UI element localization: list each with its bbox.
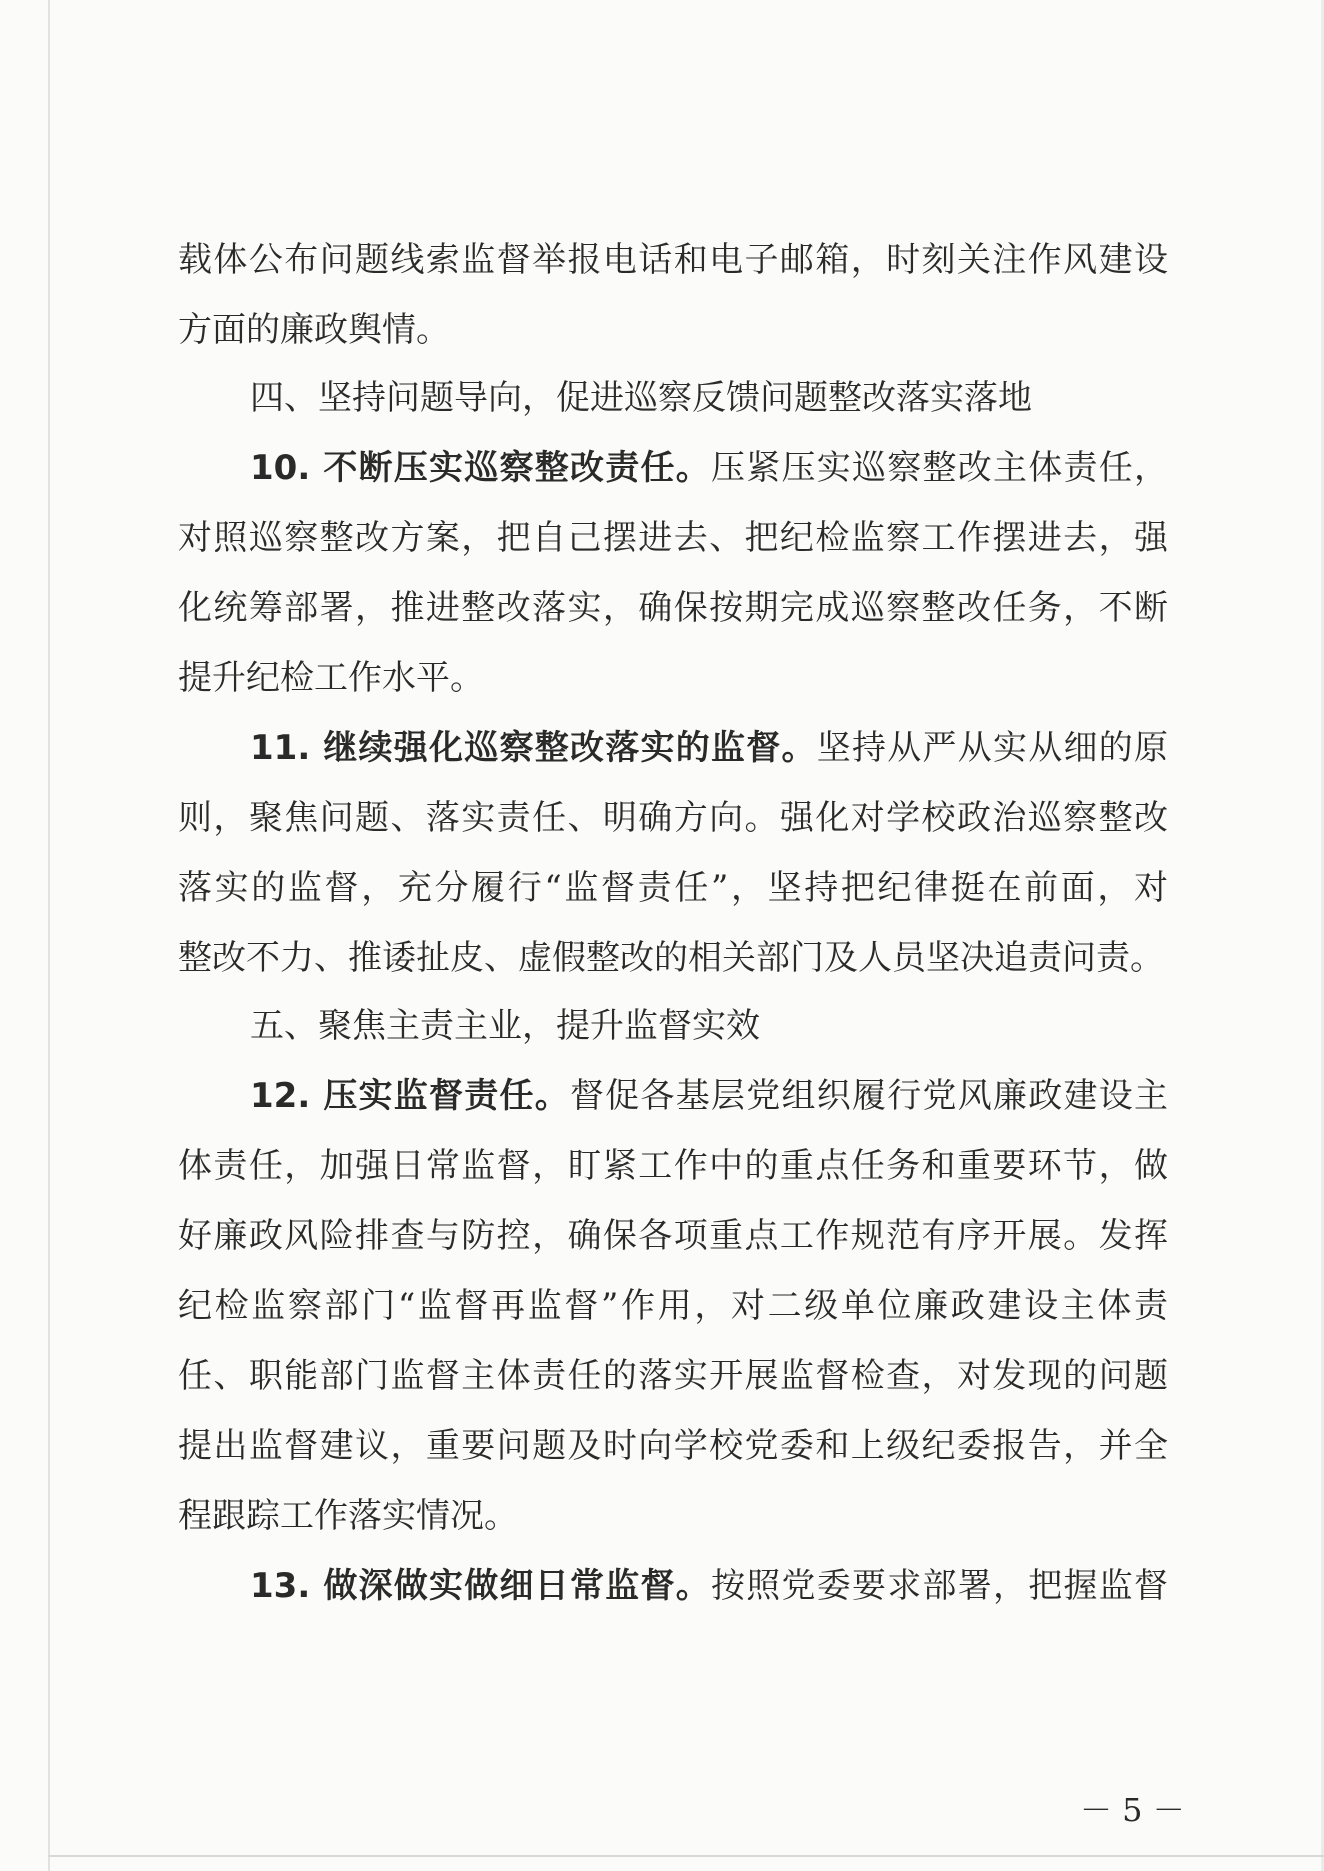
body-line: 载体公布问题线索监督举报电话和电子邮箱，时刻关注作风建设: [178, 240, 1168, 280]
item-10-title: 10. 不断压实巡察整改责任。: [250, 448, 712, 488]
body-line: 方面的廉政舆情。: [178, 310, 450, 350]
scan-edge-bottom: [48, 1855, 1324, 1857]
scan-edge-left: [48, 0, 50, 1871]
body-line: 化统筹部署，推进整改落实，确保按期完成巡察整改任务，不断: [178, 588, 1168, 628]
body-line: 提出监督建议，重要问题及时向学校党委和上级纪委报告，并全: [178, 1426, 1168, 1466]
body-line: 整改不力、推诿扯皮、虚假整改的相关部门及人员坚决追责问责。: [178, 938, 1164, 978]
body-line: 纪检监察部门“监督再监督”作用，对二级单位廉政建设主体责: [178, 1286, 1168, 1326]
body-line: 提升纪检工作水平。: [178, 658, 484, 698]
body-line: 好廉政风险排查与防控，确保各项重点工作规范有序开展。发挥: [178, 1216, 1168, 1256]
page-number: － 5 －: [1080, 1791, 1185, 1829]
item-12-first-line: 12. 压实监督责任。督促各基层党组织履行党风廉政建设主: [250, 1076, 1168, 1116]
item-11-title: 11. 继续强化巡察整改落实的监督。: [250, 728, 817, 768]
body-line: 任、职能部门监督主体责任的落实开展监督检查，对发现的问题: [178, 1356, 1168, 1396]
item-13-first-line: 13. 做深做实做细日常监督。按照党委要求部署，把握监督: [250, 1566, 1168, 1606]
item-11-first-line: 11. 继续强化巡察整改落实的监督。坚持从严从实从细的原: [250, 728, 1168, 768]
body-line: 则，聚焦问题、落实责任、明确方向。强化对学校政治巡察整改: [178, 798, 1168, 838]
item-12-title: 12. 压实监督责任。: [250, 1076, 571, 1116]
body-line: 程跟踪工作落实情况。: [178, 1496, 518, 1536]
item-13-title: 13. 做深做实做细日常监督。: [250, 1566, 712, 1606]
body-line: 落实的监督，充分履行“监督责任”，坚持把纪律挺在前面，对: [178, 868, 1168, 908]
body-line: 体责任，加强日常监督，盯紧工作中的重点任务和重要环节，做: [178, 1146, 1168, 1186]
item-10-first-line: 10. 不断压实巡察整改责任。压紧压实巡察整改主体责任，: [250, 448, 1168, 488]
section-heading-5: 五、聚焦主责主业，提升监督实效: [250, 1006, 760, 1046]
body-line: 对照巡察整改方案，把自己摆进去、把纪检监察工作摆进去，强: [178, 518, 1168, 558]
section-heading-4: 四、坚持问题导向，促进巡察反馈问题整改落实落地: [250, 378, 1032, 418]
